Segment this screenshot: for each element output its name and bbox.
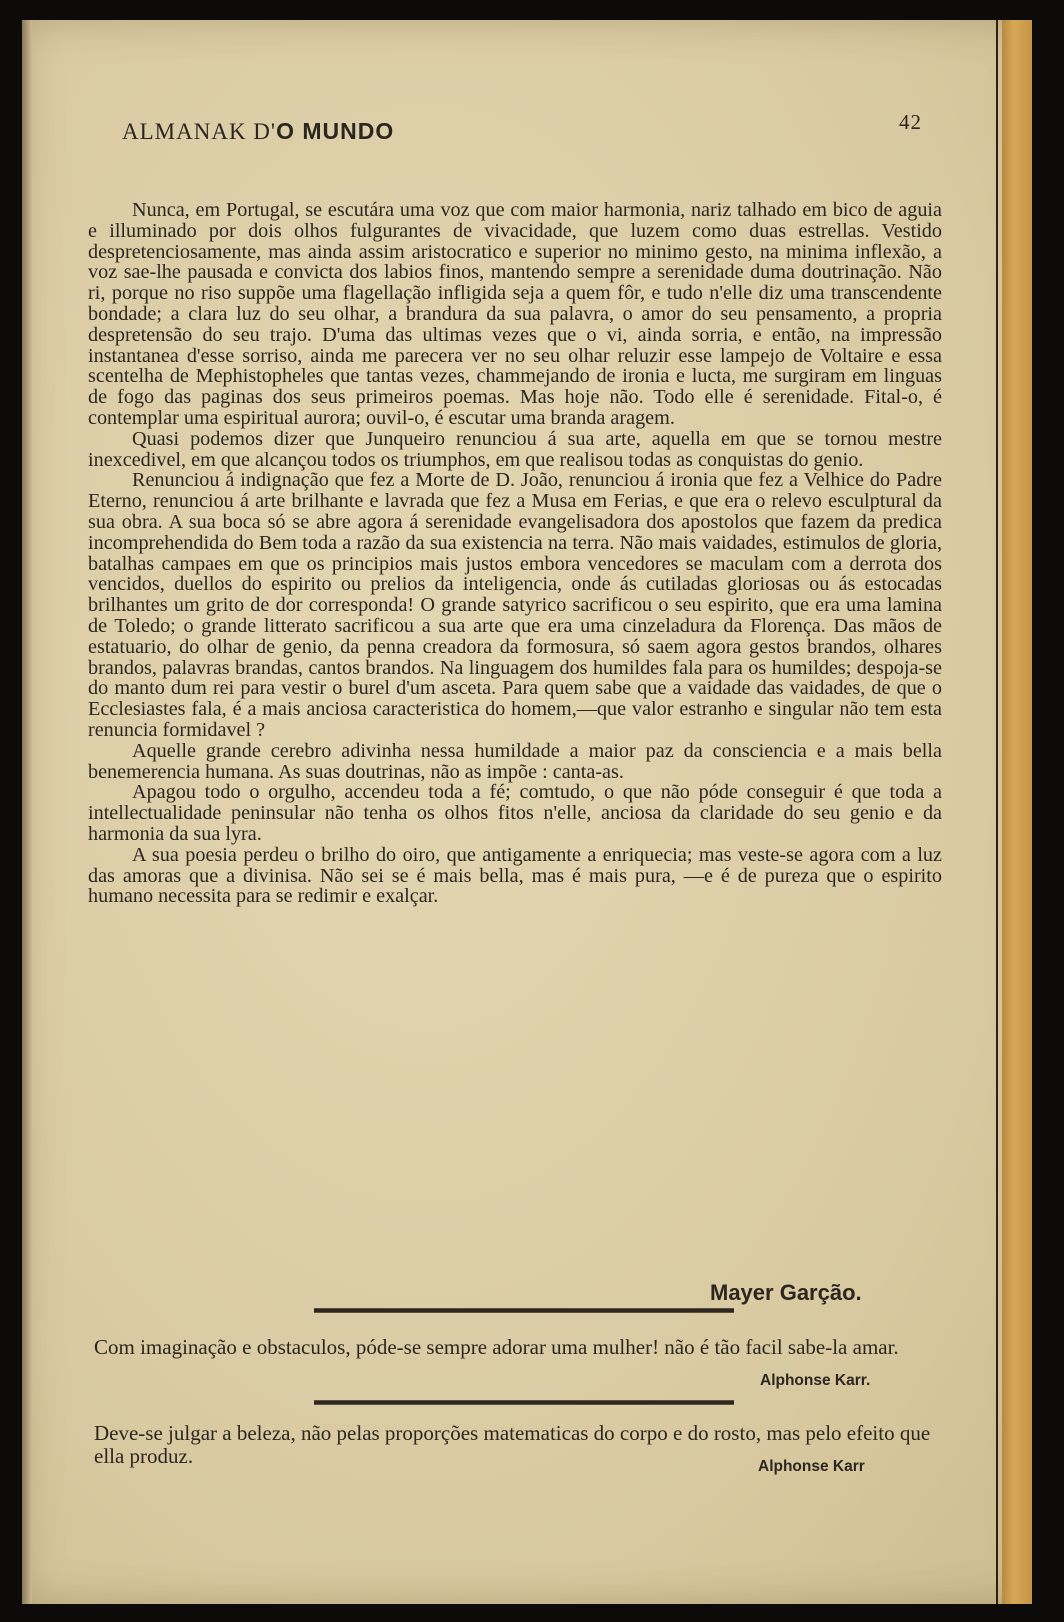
- publication-title: [122, 118, 394, 145]
- title-brand: O MUNDO: [276, 118, 395, 144]
- quote-block: [94, 1336, 964, 1359]
- paragraph: Quasi podemos dizer que Junqueiro renunciou á sua arte, aquella em que se tornou mestre inexcedivel, em que alcançou todos os triumphos, em que realisou todas as conquistas do genio.: [88, 427, 942, 471]
- section-divider: [314, 1308, 734, 1313]
- almanac-page: [22, 20, 1032, 1604]
- paragraph: A sua poesia perdeu o brilho do oiro, que antigamente a enriquecia; mas veste-se agora com a luz das amoras que a divinisa. Não sei se é mais bella, mas é mais pura, —e é de pureza que o espirito humano necessita para se redimir e exalçar.: [88, 843, 942, 908]
- page-fold-line: [996, 20, 998, 1604]
- paragraph: Aquelle grande cerebro adivinha nessa humildade a maior paz da consciencia e a mais bella benemerencia humana. As suas doutrinas, não as impõe : canta-as.: [88, 739, 942, 783]
- page-number: 42: [899, 110, 922, 134]
- quote-author: Alphonse Karr.: [760, 1372, 871, 1389]
- article-body: [88, 200, 942, 907]
- quote-text: Deve-se julgar a beleza, não pelas proporções matematicas do corpo e do rosto, mas pelo efeito que ella produz.: [94, 1421, 931, 1468]
- quote-text: Com imaginação e obstaculos, póde-se sempre adorar uma mulher! não é tão facil sabe-la amar.: [94, 1335, 899, 1359]
- paragraph: Apagou todo o orgulho, accendeu toda a fé; comtudo, o que não póde conseguir é que toda a intellectualidade peninsular não tenha os olhos fitos n'elle, anciosa da claridade do seu genio e da harmonia da sua lyra.: [88, 781, 942, 845]
- section-divider: [314, 1400, 734, 1405]
- page-right-edge: [1002, 20, 1032, 1604]
- article-signature: Mayer Garção.: [710, 1280, 862, 1305]
- quote-author: Alphonse Karr: [758, 1458, 865, 1475]
- paragraph: Nunca, em Portugal, se escutára uma voz que com maior harmonia, nariz talhado em bico de aguia e illuminado por dois olhos fulgurantes de vivacidade, que luzem como duas estrellas. Vestido despretenciosamente, mas ainda assim aristocratico e superior no minimo gesto, na minima inflexão, a voz sae-lhe pausada e convicta dos labios finos, mantendo sempre a serenidade duma doutrinação. Não ri, porque no riso suppõe uma flagellação infligida seja a quem fôr, e tudo n'elle diz uma transcendente bondade; a clara luz do seu olhar, a brandura da sua palavra, o amor do seu pensamento, a propria despretensão do seu trajo. D'uma das ultimas vezes que o vi, ainda sorria, e então, na impressão instantanea d'esse sorriso, ainda me parecera ver no seu olhar reluzir esse lampejo de Voltaire e essa scentelha de Mephistopheles que tantas vezes, chammejando de ironia e lucta, me surgiram em linguas de fogo das paginas dos seus primeiros poemas. Mas hoje não. Todo elle é serenidade. Fital-o, é contemplar uma espiritual aurora; ouvil-o, é escutar uma branda aragem.: [88, 199, 942, 429]
- running-header: [122, 110, 922, 145]
- page-left-edge: [22, 20, 32, 1604]
- paragraph: Renunciou á indignação que fez a Morte de D. João, renunciou á ironia que fez a Velhice do Padre Eterno, renunciou á arte brilhante e lavrada que fez a Musa em Ferias, e que era o relevo esculptural da sua obra. A sua boca só se abre agora á serenidade evangelisadora dos apostolos que fazem da predica incomprehendida do Bem toda a razão da sua existencia na terra. Não mais vaidades, estimulos de gloria, batalhas campaes em que os principios mais justos embora vencedores se maculam com a derrota dos vencidos, duellos do espirito ou prelios da inteligencia, onde ás cutiladas gloriosas ou ás estocadas brilhantes um grito de dor corresponda! O grande satyrico sacrificou o seu espirito, que era uma lamina de Toledo; o grande litterato sacrificou a sua arte que era uma cinzeladura da Florença. Das mãos de estatuario, do olhar de genio, da penna creadora da formosura, só saem agora gestos brandos, olhares brandos, palavras brandas, cantos brandos. Na linguagem dos humildes fala para os humildes; despoja-se do manto dum rei para vestir o burel d'um asceta. Para quem sabe que a vaidade das vaidades, de que o Ecclesiastes fala, é a mais anciosa caracteristica do homem,—que valor estranho e singular não tem esta renuncia formidavel ?: [88, 469, 942, 741]
- title-prefix: ALMANAK D': [122, 119, 277, 144]
